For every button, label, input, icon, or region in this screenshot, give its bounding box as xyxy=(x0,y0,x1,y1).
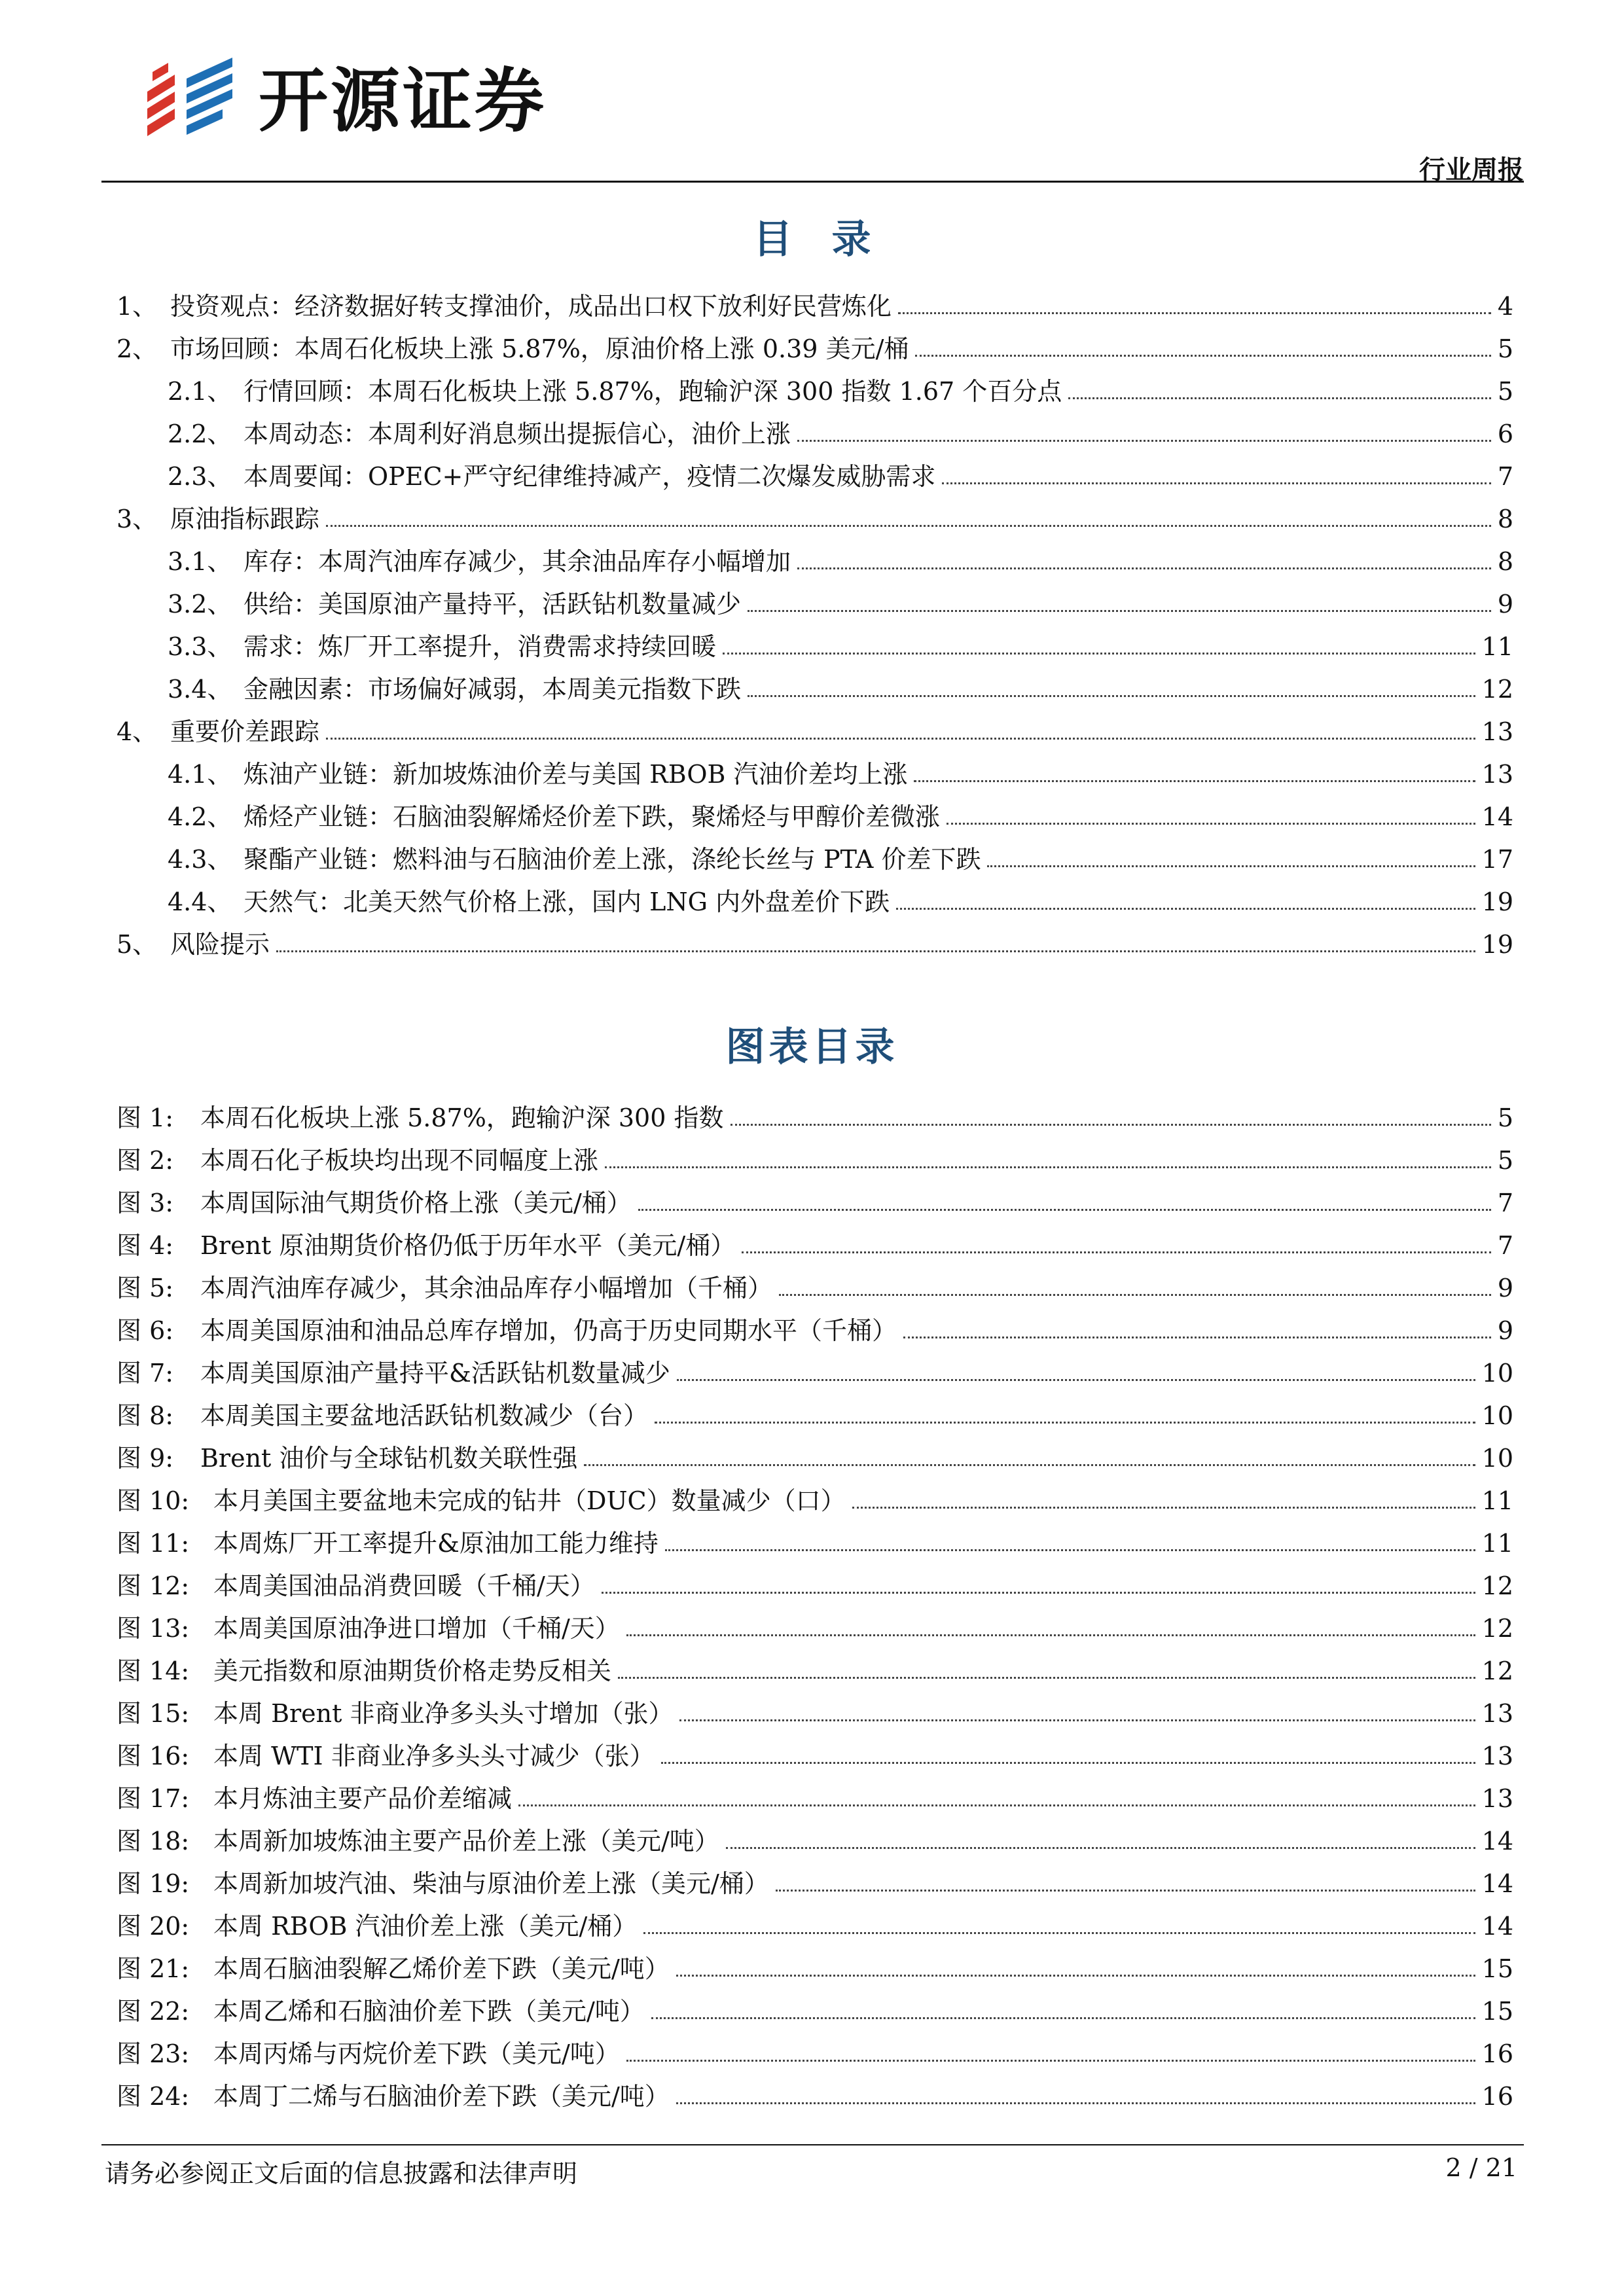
dot-leader xyxy=(676,1975,1475,1977)
entry-page-number: 12 xyxy=(1481,675,1513,704)
entry-number: 3.4、 xyxy=(168,675,232,704)
entry-number: 图 8: xyxy=(117,1401,174,1430)
entry-number: 图 15: xyxy=(117,1699,190,1728)
entry-page-number: 14 xyxy=(1481,802,1513,831)
entry-title: 本周乙烯和石脑油价差下跌（美元/吨） xyxy=(213,1997,645,2026)
entry-number: 图 12: xyxy=(117,1571,190,1600)
entry-title: 本周 RBOB 汽油价差上涨（美元/桶） xyxy=(213,1912,638,1941)
figure-entry[interactable] xyxy=(0,1186,1513,1220)
dot-leader xyxy=(731,1124,1491,1126)
entry-number: 图 22: xyxy=(117,1997,190,2026)
entry-title: 本月炼油主要产品价差缩减 xyxy=(213,1784,513,1813)
toc-entry[interactable] xyxy=(0,502,1513,536)
toc-entry[interactable] xyxy=(0,587,1513,621)
entry-title: 原油指标跟踪 xyxy=(170,505,320,533)
figure-entry[interactable] xyxy=(0,1909,1513,1943)
entry-title: 金融因素：市场偏好减弱，本周美元指数下跌 xyxy=(244,675,742,704)
entry-page-number: 13 xyxy=(1481,760,1513,789)
entry-number: 图 3: xyxy=(117,1189,174,1217)
figure-entry[interactable] xyxy=(0,1229,1513,1263)
toc-entry[interactable] xyxy=(0,800,1513,834)
figure-entry[interactable] xyxy=(0,1696,1513,1731)
entry-number: 图 6: xyxy=(117,1316,174,1345)
dot-leader xyxy=(779,1294,1491,1296)
entry-title: Brent 原油期货价格仍低于历年水平（美元/桶） xyxy=(200,1231,736,1260)
toc-entry[interactable] xyxy=(0,289,1513,323)
entry-page-number: 17 xyxy=(1481,845,1513,874)
toc-title: 目录 xyxy=(753,217,911,262)
entry-page-number: 14 xyxy=(1481,1827,1513,1856)
entry-number: 图 7: xyxy=(117,1359,174,1388)
entry-title: 本周国际油气期货价格上涨（美元/桶） xyxy=(200,1189,632,1217)
dot-leader xyxy=(651,2017,1475,2019)
dot-leader xyxy=(326,525,1491,527)
page-number: 2 / 21 xyxy=(1445,2153,1517,2182)
entry-number: 1、 xyxy=(117,292,158,321)
dot-leader xyxy=(518,1804,1475,1806)
figure-entry[interactable] xyxy=(0,1782,1513,1816)
entry-page-number: 14 xyxy=(1481,1869,1513,1898)
toc-entry[interactable] xyxy=(0,672,1513,706)
entry-number: 2.3、 xyxy=(168,462,232,491)
entry-number: 图 21: xyxy=(117,1954,190,1983)
dot-leader xyxy=(679,1719,1475,1721)
toc-entry[interactable] xyxy=(0,374,1513,408)
figure-entry[interactable] xyxy=(0,1399,1513,1433)
dot-leader xyxy=(896,908,1475,910)
entry-number: 图 20: xyxy=(117,1912,190,1941)
dot-leader xyxy=(1068,397,1491,399)
toc-entry[interactable] xyxy=(0,332,1513,366)
entry-page-number: 16 xyxy=(1481,2039,1513,2068)
figure-entry[interactable] xyxy=(0,1356,1513,1390)
entry-page-number: 5 xyxy=(1497,1103,1513,1132)
dot-leader xyxy=(914,780,1475,782)
dot-leader xyxy=(661,1762,1475,1764)
entry-title: 风险提示 xyxy=(170,930,270,959)
entry-page-number: 11 xyxy=(1481,1486,1513,1515)
dot-leader xyxy=(742,1251,1491,1253)
figure-entry[interactable] xyxy=(0,1271,1513,1305)
dot-leader xyxy=(643,1932,1475,1934)
entry-title: 行情回顾：本周石化板块上涨 5.87%，跑输沪深 300 指数 1.67 个百分点 xyxy=(244,377,1062,406)
dot-leader xyxy=(726,1847,1475,1849)
entry-number: 图 16: xyxy=(117,1742,190,1770)
kaiyuan-securities-logo-icon xyxy=(134,52,244,151)
entry-title: 需求：炼厂开工率提升，消费需求持续回暖 xyxy=(244,632,717,661)
entry-number: 图 14: xyxy=(117,1657,190,1685)
entry-number: 2.1、 xyxy=(168,377,232,406)
entry-page-number: 10 xyxy=(1481,1401,1513,1430)
entry-page-number: 14 xyxy=(1481,1912,1513,1941)
figure-entry[interactable] xyxy=(0,2037,1513,2071)
entry-title: 本周新加坡炼油主要产品价差上涨（美元/吨） xyxy=(213,1827,719,1856)
dot-leader xyxy=(677,1379,1475,1381)
toc-entry[interactable] xyxy=(0,545,1513,579)
entry-page-number: 19 xyxy=(1481,930,1513,959)
entry-title: 美元指数和原油期货价格走势反相关 xyxy=(213,1657,612,1685)
entry-page-number: 5 xyxy=(1497,1146,1513,1175)
entry-title: 本周石脑油裂解乙烯价差下跌（美元/吨） xyxy=(213,1954,670,1983)
entry-page-number: 6 xyxy=(1497,420,1513,448)
entry-number: 图 17: xyxy=(117,1784,190,1813)
dot-leader xyxy=(605,1166,1491,1168)
dot-leader xyxy=(797,567,1491,569)
entry-title: 聚酯产业链：燃料油与石脑油价差上涨，涤纶长丝与 PTA 价差下跌 xyxy=(244,845,981,874)
entry-page-number: 13 xyxy=(1481,1784,1513,1813)
document-type-label: 行业周报 xyxy=(1419,155,1524,185)
toc-entry[interactable] xyxy=(0,927,1513,961)
toc-entry[interactable] xyxy=(0,459,1513,493)
figure-entry[interactable] xyxy=(0,1952,1513,1986)
entry-number: 4.4、 xyxy=(168,888,232,916)
figure-entry[interactable] xyxy=(0,1314,1513,1348)
dot-leader xyxy=(915,355,1490,357)
entry-title: 炼油产业链：新加坡炼油价差与美国 RBOB 汽油价差均上涨 xyxy=(244,760,908,789)
entry-page-number: 11 xyxy=(1481,632,1513,661)
entry-number: 图 2: xyxy=(117,1146,174,1175)
figure-entry[interactable] xyxy=(0,2079,1513,2113)
dot-leader xyxy=(852,1507,1475,1509)
entry-number: 图 9: xyxy=(117,1444,174,1473)
entry-page-number: 19 xyxy=(1481,888,1513,916)
dot-leader xyxy=(626,1634,1475,1636)
figure-entry[interactable] xyxy=(0,1526,1513,1560)
brand-name: 开源证券 xyxy=(259,61,547,141)
figure-entry[interactable] xyxy=(0,1143,1513,1177)
figure-list-title: 图表目录 xyxy=(725,1024,899,1070)
entry-title: 本周动态：本周利好消息频出提振信心，油价上涨 xyxy=(244,420,791,448)
entry-page-number: 12 xyxy=(1481,1657,1513,1685)
toc-entry[interactable] xyxy=(0,885,1513,919)
footer-disclaimer: 请务必参阅正文后面的信息披露和法律声明 xyxy=(105,2159,578,2188)
figure-entry[interactable] xyxy=(0,1441,1513,1475)
entry-title: 本周美国油品消费回暖（千桶/天） xyxy=(213,1571,595,1600)
entry-title: 本周美国原油产量持平&活跃钻机数量减少 xyxy=(200,1359,670,1388)
entry-title: 供给：美国原油产量持平，活跃钻机数量减少 xyxy=(244,590,742,619)
figure-entry[interactable] xyxy=(0,1101,1513,1135)
figure-entry[interactable] xyxy=(0,1569,1513,1603)
entry-title: 市场回顾：本周石化板块上涨 5.87%，原油价格上涨 0.39 美元/桶 xyxy=(170,334,909,363)
entry-number: 图 13: xyxy=(117,1614,190,1643)
entry-number: 5、 xyxy=(117,930,158,959)
dot-leader xyxy=(776,1890,1475,1892)
brand-logo xyxy=(134,49,547,154)
entry-title: 本周石化板块上涨 5.87%，跑输沪深 300 指数 xyxy=(200,1103,724,1132)
dot-leader xyxy=(748,695,1475,697)
dot-leader xyxy=(947,823,1475,825)
entry-number: 3、 xyxy=(117,505,158,533)
toc-entry[interactable] xyxy=(0,842,1513,876)
entry-number: 4.2、 xyxy=(168,802,232,831)
dot-leader xyxy=(638,1209,1491,1211)
entry-number: 3.3、 xyxy=(168,632,232,661)
entry-title: 本周美国原油和油品总库存增加，仍高于历史同期水平（千桶） xyxy=(200,1316,897,1345)
entry-number: 3.1、 xyxy=(168,547,232,576)
entry-page-number: 13 xyxy=(1481,1699,1513,1728)
figure-entry[interactable] xyxy=(0,1994,1513,2028)
dot-leader xyxy=(723,653,1475,655)
figure-entry[interactable] xyxy=(0,1824,1513,1858)
entry-page-number: 12 xyxy=(1481,1614,1513,1643)
entry-page-number: 15 xyxy=(1481,1997,1513,2026)
entry-page-number: 11 xyxy=(1481,1529,1513,1558)
figure-entry[interactable] xyxy=(0,1739,1513,1773)
entry-title: Brent 油价与全球钻机数关联性强 xyxy=(200,1444,578,1473)
figure-entry[interactable] xyxy=(0,1484,1513,1518)
figure-entry[interactable] xyxy=(0,1867,1513,1901)
entry-title: 重要价差跟踪 xyxy=(170,717,320,746)
entry-number: 图 4: xyxy=(117,1231,174,1260)
entry-page-number: 7 xyxy=(1497,462,1513,491)
entry-page-number: 8 xyxy=(1497,505,1513,533)
entry-page-number: 4 xyxy=(1497,292,1513,321)
entry-title: 本周丙烯与丙烷价差下跌（美元/吨） xyxy=(213,2039,620,2068)
entry-page-number: 9 xyxy=(1497,1274,1513,1302)
header-divider xyxy=(101,181,1524,183)
entry-title: 本周汽油库存减少，其余油品库存小幅增加（千桶） xyxy=(200,1274,773,1302)
entry-title: 本周炼厂开工率提升&原油加工能力维持 xyxy=(213,1529,659,1558)
entry-number: 图 24: xyxy=(117,2082,190,2111)
entry-number: 2.2、 xyxy=(168,420,232,448)
entry-number: 图 19: xyxy=(117,1869,190,1898)
entry-title: 本周 WTI 非商业净多头头寸减少（张） xyxy=(213,1742,655,1770)
entry-title: 本周要闻：OPEC+严守纪律维持减产，疫情二次爆发威胁需求 xyxy=(244,462,936,491)
toc-entry[interactable] xyxy=(0,417,1513,451)
entry-title: 本月美国主要盆地未完成的钻井（DUC）数量减少（口） xyxy=(213,1486,846,1515)
toc-entry[interactable] xyxy=(0,630,1513,664)
dot-leader xyxy=(676,2102,1475,2104)
entry-title: 库存：本周汽油库存减少，其余油品库存小幅增加 xyxy=(244,547,791,576)
figure-entry[interactable] xyxy=(0,1611,1513,1645)
entry-title: 天然气：北美天然气价格上涨，国内 LNG 内外盘差价下跌 xyxy=(244,888,890,916)
dot-leader xyxy=(665,1549,1475,1551)
entry-title: 本周美国原油净进口增加（千桶/天） xyxy=(213,1614,620,1643)
toc-entry[interactable] xyxy=(0,715,1513,749)
entry-number: 4、 xyxy=(117,717,158,746)
dot-leader xyxy=(602,1592,1475,1594)
dot-leader xyxy=(942,482,1490,484)
entry-title: 本周丁二烯与石脑油价差下跌（美元/吨） xyxy=(213,2082,670,2111)
entry-page-number: 8 xyxy=(1497,547,1513,576)
figure-entry[interactable] xyxy=(0,1654,1513,1688)
dot-leader xyxy=(584,1464,1475,1466)
entry-page-number: 10 xyxy=(1481,1359,1513,1388)
dot-leader xyxy=(626,2060,1475,2062)
entry-number: 3.2、 xyxy=(168,590,232,619)
entry-page-number: 10 xyxy=(1481,1444,1513,1473)
entry-title: 烯烃产业链：石脑油裂解烯烃价差下跌，聚烯烃与甲醇价差微涨 xyxy=(244,802,941,831)
dot-leader xyxy=(655,1422,1475,1424)
dot-leader xyxy=(898,312,1491,314)
entry-page-number: 5 xyxy=(1497,334,1513,363)
entry-page-number: 13 xyxy=(1481,717,1513,746)
entry-number: 图 1: xyxy=(117,1103,174,1132)
entry-page-number: 5 xyxy=(1497,377,1513,406)
toc-entry[interactable] xyxy=(0,757,1513,791)
entry-number: 图 23: xyxy=(117,2039,190,2068)
entry-page-number: 7 xyxy=(1497,1231,1513,1260)
dot-leader xyxy=(618,1677,1475,1679)
entry-page-number: 9 xyxy=(1497,590,1513,619)
entry-page-number: 15 xyxy=(1481,1954,1513,1983)
entry-page-number: 7 xyxy=(1497,1189,1513,1217)
entry-number: 2、 xyxy=(117,334,158,363)
footer-divider xyxy=(101,2144,1524,2145)
entry-number: 4.1、 xyxy=(168,760,232,789)
entry-page-number: 13 xyxy=(1481,1742,1513,1770)
entry-title: 本周石化子板块均出现不同幅度上涨 xyxy=(200,1146,599,1175)
entry-page-number: 9 xyxy=(1497,1316,1513,1345)
dot-leader xyxy=(987,865,1475,867)
entry-number: 图 5: xyxy=(117,1274,174,1302)
entry-number: 图 10: xyxy=(117,1486,190,1515)
entry-title: 本周美国主要盆地活跃钻机数减少（台） xyxy=(200,1401,649,1430)
entry-title: 本周新加坡汽油、柴油与原油价差上涨（美元/桶） xyxy=(213,1869,769,1898)
entry-page-number: 16 xyxy=(1481,2082,1513,2111)
entry-title: 投资观点：经济数据好转支撑油价，成品出口权下放利好民营炼化 xyxy=(170,292,892,321)
entry-page-number: 12 xyxy=(1481,1571,1513,1600)
dot-leader xyxy=(276,950,1475,952)
entry-number: 图 18: xyxy=(117,1827,190,1856)
dot-leader xyxy=(748,610,1491,612)
dot-leader xyxy=(326,738,1475,740)
entry-number: 4.3、 xyxy=(168,845,232,874)
dot-leader xyxy=(903,1336,1491,1338)
dot-leader xyxy=(797,440,1491,442)
entry-number: 图 11: xyxy=(117,1529,190,1558)
entry-title: 本周 Brent 非商业净多头头寸增加（张） xyxy=(213,1699,674,1728)
